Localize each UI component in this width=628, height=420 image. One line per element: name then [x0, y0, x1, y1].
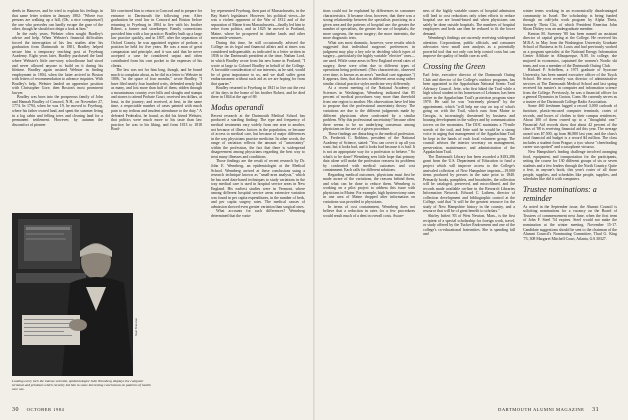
- paragraph: ley represented Fryeburg, then part of Massachusetts, in the Bay State's legislature. However, his political views—he was a violent opponent of the War of 1812 and of the separation of Maine from Massachusetts—finally led him to retire from politics, and in 1825 he moved to Portland, Maine, where he prospered in timber lands and other mercantile ventures.: [211, 9, 305, 41]
- wennberg-photo: [12, 213, 133, 376]
- left-column-1: [12, 9, 103, 209]
- left-column-2: [111, 9, 202, 209]
- photo-caption: Looking every inch the intense scientist, epidemiologist John Wennberg displays the computer terminal and printouts which recently led him to some interesting conclusions on patterns of health care use.: [12, 379, 151, 392]
- paragraph: In terms of cost containment, Wennberg does not believe that a reduction in rates for a few procedures would result much of a dent in overall costs. Aware-: [323, 204, 415, 218]
- paragraph: Recent research at the Dartmouth Medical School has produced a startling finding: The type and frequency of medical treatments vary widely from one area to another, not because of illness factors in the population, or because of access to medical care, but because of major differences in the way physicians practice medicine. In other words, the range of variation reflects the amount of "uncertainty" within the profession, the fact that there is widespread disagreement among physicians regarding the best way to treat many illnesses and conditions.: [211, 113, 305, 159]
- paragraph: In the early years, Webster often sought Bradley's advice and help. When Webster's financial difficulties forced the interruption of his law studies after his graduation from Dartmouth in 1801, Bradley helped secure him a temporary teaching post at Fryeburg Academy. Eight years later, Bradley purchased the land where Webster's little one-story schoolhouse had stood and never allowed anyone to build on it during his lifetime. Bradley again assisted Webster in finding employment in 1804, when the latter arrived in Boston with letters of recommendation to advance inquiries. With Bradley's help, Webster landed an apprentice position with Christopher Gore, then Boston's most prominent lawyer.: [12, 31, 103, 95]
- paragraph: life convinced him to return to Concord and to prepare for entrance to Dartmouth the following year. After graduation he read law in Concord and Boston before returning to Fryeburg in 1804 to live with his brother Robert, a farmer and storekeeper. Family connections provided him with a law practice; Bradley built up a large law practice quickly, and in 1807, after the separation of Oxford County, he was appointed register of probate, a position he held for five years. He was a man of great compassion and principle, and it was said that he never accepted a case he considered unjust and often contributed from his own pocket to the expenses of his clients.: [111, 9, 202, 68]
- page-gutter: [313, 0, 315, 420]
- paragraph: New Hampshire's leading challenge involved arranging food, equipment, and transportation for the participants, setting the course for 130 different groups of six or seven students and a few leaders through the North Country. Quite a feat, in anyone's book, this year's roster of all those people, supplies, and schedules like people, supplies, and schedules like did it with computers.: [523, 149, 617, 182]
- paragraph: What was most dramatic, however, were results which suggested that individual surgeons' preferences in judgment may play a key role in deciding which types of surgery—particularly the highly variable "elective" ones—are used. While some areas in New England reveal rates of surgery, these were often due to different types of operations being performed. (This characteristic, observed over time, is known as an area's "medical care signature.") It appears, then, that doctors in different areas using rather similar clinical practice styles medicine very differently.: [323, 40, 415, 86]
- paragraph: During this time, he still occasionally advised the College on its legal and financial affairs and at times was considered indispensable, as indicated in a letter written in 1836 to the Dartmouth president at the time, Nathan Lord, in which Bradley wrote from his new home in Portland, "I wrote at large to Colonel Bradley in behalf of the College. A favorable consideration of our interests, as he said, would be of great importance to us, and we shall suffer great embarrassment without such aid as we are hoping for from that quarter.": [211, 40, 305, 86]
- section-heading: Crossing the Green: [423, 62, 486, 72]
- photo-illustration: [12, 213, 133, 376]
- left-folio: [12, 407, 64, 413]
- right-folio: [498, 407, 599, 413]
- photo-credit: Stuart Bratesman: [135, 318, 138, 336]
- issue-date: OCTOBER 1984: [26, 407, 65, 412]
- paragraph: Bradley returned to Fryeburg in 1841 to live out the rest of his days in the home of his brother Robert, and he died there in 1844 at the age of 69.: [211, 86, 305, 100]
- paragraph: tions could not be explained by differences in consumer characteristics. It became clear, however, that there was a strong relationship between the specialists practicing in a given area and the patterns of hospital use: the greater the number of specialists, the greater the use of hospitals; the more surgeons, the more surgery; the more internists, the more diagnostic tests.: [323, 9, 415, 41]
- paragraph: The Dartmouth Library has been awarded a $183,286 grant from the U.S. Department of Education to fund a project which will improve access to the College's unrivaled collection of New Hampshire imprints—19,000 items produced by presses in the state prior to 1840. Primarily books, pamphlets, and broadsides, the collection will be cataloged, preserved, and microfilmed, and the records made available on-line in the Research Libraries Information Network. Edward C. Lathem, director of collection development and bibliographic control at the College, said that "it will be the greatest resource for the study of New Hampshire history in the country, and a resource that will be of great benefit to scholars.": [423, 154, 515, 214]
- paragraph: The law was not for him long, though, and he found much to complain about, as he did in a letter to Webster in 1806, "in the space of four months," wrote Bradley, "I have filed nearly four hundred writs, defended nearly half as many, and lost more than half of them, ridden through a mountainous country over hills and sloughs and stumps and stones to attend Probate Court, received ten dollars, at least, in the journey; and received, at best, in the same time, a respectable number of cases painted with much pain to my tedious and insolent attendance to the duty." A defeated Federalist, he found, as did his friend Webster, that politics were much more to his taste than law practice; he was to his liking, and from 1813 to 1818 Brad-: [111, 68, 202, 132]
- page-number: 31: [592, 407, 600, 413]
- paragraph: deeds in Hanover, and he tried to explain his feelings in that same letter written in January 1802: "Where two persons are walking up a hill, (Oh, a nice comparison!) the one who precedes can hardly escape the gaze of the other, though he should not deign a look at him.": [12, 9, 103, 32]
- paragraph: Richard P. Schellens, a 1971 graduate of Syracuse University, has been named executive officer of the Tuyck School. He most recently was director of administrative services at The Dartmouth Medical School and last spring received his master's in computer and information science from the College. Previously, he was a financial officer for a general Dynamics in Groton, Conn. He currently serves as a trustee of the Dartmouth College Radio Association.: [523, 68, 617, 104]
- right-column-3: [523, 9, 617, 404]
- paragraph: Those findings are the result of recent research by Dr. John E. Wennberg, an epidemiologist at the Medical School. Wennberg arrived at these conclusions using a research technique known as "small-area analysis," which he has used data-based techniques to study variations in the way medical care is used in hospital service areas in New England. His earliest studies were in Vermont, where among different hospital service areas extensive variation was found in per capita expenditures, in the number of beds, and per capita surgery rates. The medical causes of admission showed even greater variation than surgical ones.: [211, 159, 305, 209]
- right-column-2: [423, 9, 515, 404]
- section-heading: Modus operandi: [211, 102, 264, 112]
- section-heading: Trustee nominations: a reminder: [523, 184, 597, 203]
- paragraph: Kenton M. Sweeney '80 has been named an assistant director of capital giving at the College. He received his M.B.A. in May from the Washington University Graduate School of Business in St. Louis and had previously worked as a program specialist at the National Energy Information Center Affiliate in Albuquerque, N.M. In college, she majored in economics, captained the women's Nordic ski team, and was a member of the Dartmouth Outing Club.: [523, 31, 617, 68]
- paragraph: Some 460 freshmen lugged a record 3,000 carloads of furniture, plastic-encased computer terminals, crates of records, and boxes of clothes to their campus residences. About 300 of them owned up to a "thoughtful one." Financial Aid records show that about 42 percent of the class of '88 is receiving financial aid this year. The average award was $7,500, up from $6,800 last year, and the class's total financial aid budget is a record $4 million. The class includes a student from Prague; a tyro whose "cheerleading career was spotted" and a saxophone virtuoso.: [523, 104, 617, 150]
- paragraph: Shirley Infieri '83 of West Newton, Mass., is the first recipient of a special scholarship for foreign work, travel, or study offered by the Tucker Endowment and one of the college's co-educational fraternities. She is spending fall and: [423, 213, 515, 237]
- page-number: 30: [12, 407, 19, 413]
- paragraph: Regarding medical outcomes, physicians must first be made aware of the variations, the reasons behind them, and what can be done to reduce them. Wennberg is working on a pilot project to address this issue with physicians in Maine. For example, high hysterectomy rates in one area of Maine dropped after information on variations was provided to physicians.: [323, 172, 415, 204]
- paragraph: These findings are disturbing to the medical profession. Dr. Frederick C. Robbins, president of the National Academy of Science, stated: "You can cover it up all you want, but it looks bad, and it looks bad because it is bad. It is not an appropriate way for a profession to behave." So what's to be done? Wennberg sees little hope that primary data alone will make the profession reassess its problems by confronted with medical outcomes and cost containment. Each calls for different solutions.: [323, 131, 415, 173]
- paragraph: What accounts for such differences? Wennberg determined that the varia-: [211, 209, 305, 218]
- paragraph: Earl Jette, executive director of the Dartmouth Outing Club and director of the College's outdoor programs, has been appointed to the Appalachian National Scenic Trail Advisory Council. Jette, who first hiked the Trail while a high school student in his hometown of Lebanon, has been active in the Appalachian Trail's protection program since 1970. He said he was "extremely pleased" by the appointment, which "will help me stay on top of what's going on with the Trail, which runs from Maine to Georgia, is increasingly threatened by business and housing development in the valleys and by communication towers on the mountains. The DOC maintains a 75-mile stretch of the trail, and Jette said he would be a strong voice in urging that management of the Appalachian Trail be kept in the hands of each local volunteer group. The council advises the interior secretary on management, preservation, maintenance, and administration of the Appalachian Trail.: [423, 73, 515, 155]
- paragraph: Bradley was born into the prosperous family of John and Hannah Bradley of Concord, N.H., on November 27, 1774. In 1794, when he was 19, he moved to Fryeburg, where his father owned land, and spent the summer living in a log cabin and felling trees and clearing land for a permanent settlement. However, by autumn the discomfort of pioneer: [12, 95, 103, 127]
- paragraph: Wennberg's findings are currently receiving widespread attention. Corporations, public officials, and consumer advocates view small area analysis as a potentially powerful tool that not only can help control costs but can improve the quality of health care as well.: [423, 36, 515, 59]
- magazine-title: DARTMOUTH ALUMNI MAGAZINE: [498, 407, 585, 412]
- paragraph: At a recent meeting of the National Academy of Sciences in Washington, Wennberg indicated that 85 percent of medical procedures vary more than threefold from one region to another. His observations have led him to propose that the professional uncertainty theory: The variations are due to the different judgments made by different physicians when confronted by a similar problem. Why this professional uncertainty? because often there seems to be no underlying consensus among physicians on the use of a given procedure.: [323, 86, 415, 132]
- paragraph: As noted in the September issue, the Alumni Council is soliciting nominations for a vacancy on the Board of Trustees of commencement next June, when the first term of John F. Steel '54 expires. Steel would not make the nomination at the winter meeting. November 15-17. Candidate suggestions should be sent to the chairman of the Alumni Council's Nominating Committee, Thad G. King '73, 308 Margaret Mitchell Court, Atlanta, GA 30327.: [523, 204, 617, 241]
- paragraph: ness of the highly variable causes of hospital admission will lead to cost reductions only when efforts to reduce hospital use are broad-based and when physicians can safely be done outside hospitals. The numbers of hospital employees and beds can then be reduced to fit the lower demand.: [423, 9, 515, 36]
- right-column-1: [323, 9, 415, 404]
- left-column-3: [211, 9, 305, 404]
- paragraph: winter terms working in an economically disadvantaged community in Israel. The scholarship is being funded through an odd-jobs work program by Alpha Theta, formerly Theta Chi, of which President Emeritus John Sloan Dickey was an undergraduate member.: [523, 9, 617, 32]
